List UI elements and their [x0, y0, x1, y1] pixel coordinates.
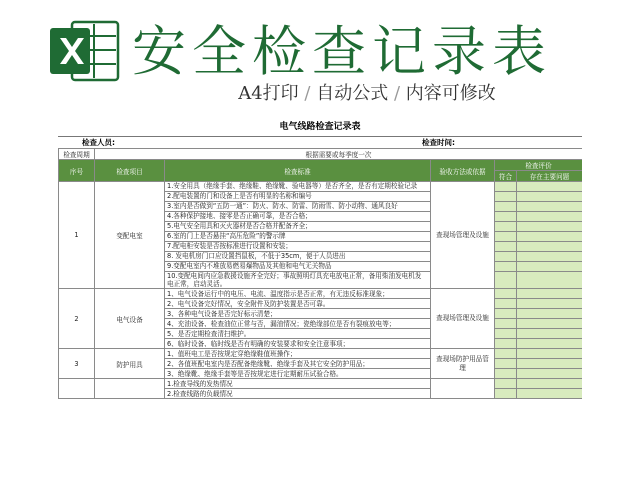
row-method: 查现场管理及设施: [431, 182, 495, 289]
table-row: [59, 349, 583, 359]
subtitle-part: A4打印: [238, 83, 299, 104]
row-number: 1: [59, 182, 95, 289]
col-standard: 检查标准: [165, 160, 431, 182]
eval-ok-cell[interactable]: [495, 232, 517, 242]
row-number: [59, 379, 95, 399]
eval-issue-cell[interactable]: [517, 212, 583, 222]
subtitle-separator: /: [304, 83, 311, 104]
table-row: [59, 289, 583, 299]
eval-issue-cell[interactable]: [517, 262, 583, 272]
eval-issue-cell[interactable]: [517, 272, 583, 289]
standard-item: 9.变配电室内不堆放易燃易爆物品及其他和电气无关物品: [165, 262, 431, 272]
table-body: [59, 182, 583, 399]
col-project: 检查项目: [95, 160, 165, 182]
row-method: 查现场管理及设施: [431, 289, 495, 349]
col-ok: 符合: [495, 171, 517, 182]
standard-item: 6.室的门上是否悬挂“高压危险”的警示牌: [165, 232, 431, 242]
row-number: 2: [59, 289, 95, 349]
spreadsheet-sheet: [58, 118, 582, 500]
eval-ok-cell[interactable]: [495, 212, 517, 222]
row-project: 防护用具: [95, 349, 165, 379]
excel-logo-icon: [50, 20, 120, 82]
eval-ok-cell[interactable]: [495, 192, 517, 202]
subtitle-part: 自动公式: [316, 83, 389, 104]
inspection-table: [58, 148, 582, 399]
eval-ok-cell[interactable]: [495, 202, 517, 212]
eval-issue-cell[interactable]: [517, 319, 583, 329]
subtitle-part: 内容可修改: [405, 83, 496, 104]
eval-ok-cell[interactable]: [495, 222, 517, 232]
standard-item: 2.配电装置的门和设备上是否有明显的名称和编号: [165, 192, 431, 202]
eval-issue-cell[interactable]: [517, 369, 583, 379]
cycle-row: [59, 149, 583, 160]
eval-ok-cell[interactable]: [495, 182, 517, 192]
standard-item: 5.电气安全用具和灭火器材是否合格并配备齐全；: [165, 222, 431, 232]
row-method: [431, 379, 495, 399]
row-project: 电气设备: [95, 289, 165, 349]
standard-item: 2、各值班配电室内是否配备绝缘靴、绝缘手套及其它安全防护用品；: [165, 359, 431, 369]
row-method: 查现场防护用品管理: [431, 349, 495, 379]
eval-ok-cell[interactable]: [495, 289, 517, 299]
eval-issue-cell[interactable]: [517, 192, 583, 202]
eval-issue-cell[interactable]: [517, 232, 583, 242]
standard-item: 7.配电柜安装是否按标准进行设置和安装；: [165, 242, 431, 252]
eval-ok-cell[interactable]: [495, 349, 517, 359]
eval-ok-cell[interactable]: [495, 272, 517, 289]
eval-issue-cell[interactable]: [517, 222, 583, 232]
eval-issue-cell[interactable]: [517, 349, 583, 359]
eval-ok-cell[interactable]: [495, 389, 517, 399]
standard-item: 1、值班电工是否按规定穿绝缘鞋值班操作；: [165, 349, 431, 359]
standard-item: 4.各种保护接地、接零是否正确可靠，是否合格；: [165, 212, 431, 222]
eval-issue-cell[interactable]: [517, 329, 583, 339]
standard-item: 2、电气设备完好情况，安全附件及防护装置是否可靠。: [165, 299, 431, 309]
col-eval: 检查评价: [495, 160, 583, 171]
eval-issue-cell[interactable]: [517, 202, 583, 212]
standard-item: 6、临时设备、临时线是否有明确的安装要求和安全注意事项；: [165, 339, 431, 349]
eval-issue-cell[interactable]: [517, 379, 583, 389]
page-title: 安全检查记录表: [132, 20, 552, 83]
eval-issue-cell[interactable]: [517, 182, 583, 192]
header-row: [59, 160, 583, 171]
time-label: 检查时间:: [422, 138, 455, 147]
cycle-value: 根据需要或每季度一次: [95, 149, 583, 160]
banner: [0, 0, 640, 112]
col-issue: 存在主要问题: [517, 171, 583, 182]
eval-ok-cell[interactable]: [495, 379, 517, 389]
standard-item: 1.安全用具（绝缘手套、绝缘鞋、绝缘靴、验电器等）是否齐全，是否有定期校验记录: [165, 182, 431, 192]
row-project: 变配电室: [95, 182, 165, 289]
standard-item: 8. 发电机房门口应设置挡鼠板，不低于35cm，便于人员进出: [165, 252, 431, 262]
eval-issue-cell[interactable]: [517, 309, 583, 319]
inspector-label: 检查人员:: [82, 138, 115, 147]
standard-item: 2.检查线路的负载情况: [165, 389, 431, 399]
standard-item: 1.检查导线的发热情况: [165, 379, 431, 389]
eval-ok-cell[interactable]: [495, 359, 517, 369]
subtitle: [132, 82, 602, 106]
row-number: 3: [59, 349, 95, 379]
eval-ok-cell[interactable]: [495, 299, 517, 309]
eval-ok-cell[interactable]: [495, 369, 517, 379]
sheet-title: 电气线路检查记录表: [279, 122, 361, 132]
eval-ok-cell[interactable]: [495, 329, 517, 339]
eval-ok-cell[interactable]: [495, 262, 517, 272]
standard-item: 3、各种电气设备是否完好标示清楚；: [165, 309, 431, 319]
eval-issue-cell[interactable]: [517, 242, 583, 252]
eval-ok-cell[interactable]: [495, 242, 517, 252]
eval-ok-cell[interactable]: [495, 319, 517, 329]
eval-issue-cell[interactable]: [517, 252, 583, 262]
standard-item: 1、电气设备运行中的电压、电流、温度指示是否正常，有无违反标准现象；: [165, 289, 431, 299]
eval-issue-cell[interactable]: [517, 339, 583, 349]
cycle-label: 检查周期: [59, 149, 95, 160]
col-no: 序号: [59, 160, 95, 182]
table-row: [59, 379, 583, 389]
eval-ok-cell[interactable]: [495, 309, 517, 319]
subtitle-separator: /: [393, 83, 401, 104]
standard-item: 3、绝缘靴、绝缘手套等是否按规定进行定期耐压试验合格。: [165, 369, 431, 379]
table-row: [59, 182, 583, 192]
eval-ok-cell[interactable]: [495, 252, 517, 262]
standard-item: 3.室内是否做到“五防一通”：防火、防水、防雷、防雨雪、防小动物、通风良好: [165, 202, 431, 212]
eval-issue-cell[interactable]: [517, 289, 583, 299]
eval-ok-cell[interactable]: [495, 339, 517, 349]
eval-issue-cell[interactable]: [517, 359, 583, 369]
standard-item: 10.变配电间内应急救援设施齐全完好；事故照明灯具充电放电正常，备用柴油发电机发电正常，启动灵活。: [165, 272, 431, 289]
col-method: 验收方法或依据: [431, 160, 495, 182]
eval-issue-cell[interactable]: [517, 389, 583, 399]
standard-item: 4、充油设备、检查油位正常与否，漏油情况；瓷绝缘部位是否有裂痕放电等；: [165, 319, 431, 329]
standard-item: 5、是否定期检查清扫维护。: [165, 329, 431, 339]
row-project: [95, 379, 165, 399]
eval-issue-cell[interactable]: [517, 299, 583, 309]
